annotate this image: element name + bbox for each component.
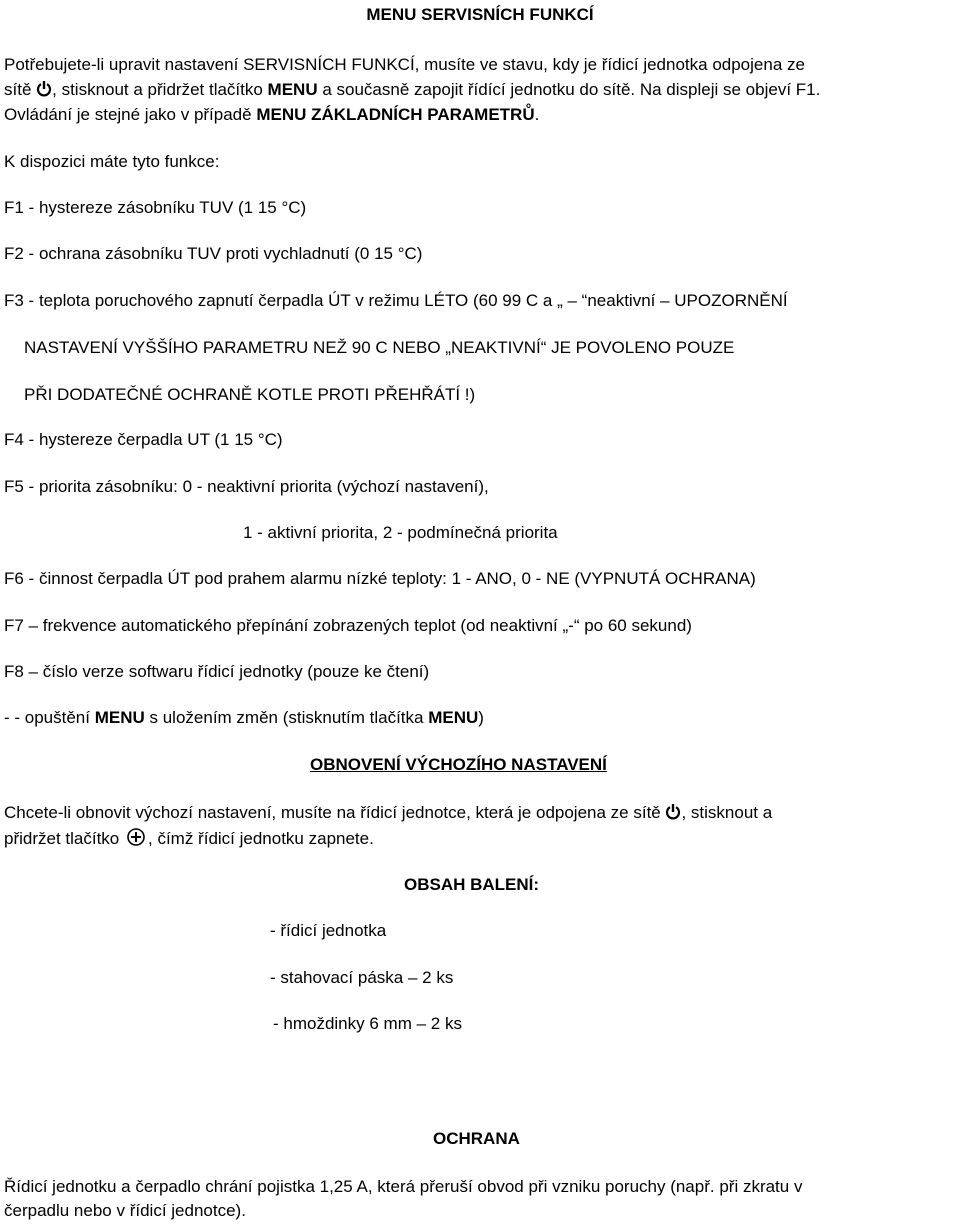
package-item: - hmoždinky 6 mm – 2 ks	[273, 1014, 462, 1033]
intro-line-2	[4, 79, 820, 101]
restore-text: , čímž řídicí jednotku zapnete.	[148, 829, 374, 848]
restore-text: Chcete-li obnovit výchozí nastavení, musíte na řídicí jednotce, která je odpojena ze sítě	[4, 803, 666, 822]
restore-text: , stisknout a	[681, 803, 773, 822]
intro-text: , stisknout a přidržet tlačítko	[52, 80, 268, 99]
exit-text: s uložením změn (stisknutím tlačítka	[144, 708, 429, 727]
plus-circle-icon	[124, 827, 148, 847]
intro-text: sítě	[4, 80, 37, 99]
restore-line-2	[4, 827, 374, 850]
intro-text: .	[534, 105, 540, 124]
package-heading: OBSAH BALENÍ:	[404, 875, 540, 894]
function-f3: F3 - teplota poruchového zapnutí čerpadla ÚT v režimu LÉTO (60 99 C a „ – “neaktivní – UPOZORNĚNÍ	[4, 291, 788, 310]
menu-keyword: MENU	[428, 708, 479, 727]
function-f4: F4 - hystereze čerpadla UT (1 15 °C)	[4, 430, 283, 449]
intro-line-3	[4, 104, 539, 126]
function-f1: F1 - hystereze zásobníku TUV (1 15 °C)	[4, 198, 307, 217]
function-f3-warning-end: PŘI DODATEČNÉ OCHRANĚ KOTLE PROTI PŘEHŘÁTÍ !)	[24, 385, 476, 404]
menu-keyword: MENU	[94, 708, 145, 727]
intro-text: a současně zapojit řídící jednotku do sítě. Na displeji se objeví F1.	[317, 80, 821, 99]
power-icon	[665, 803, 681, 821]
restore-text: přidržet tlačítko	[4, 829, 124, 848]
package-item: - stahovací páska – 2 ks	[270, 968, 454, 987]
protection-heading: OCHRANA	[433, 1129, 520, 1148]
restore-line-1	[4, 802, 772, 824]
function-f6: F6 - činnost čerpadla ÚT pod prahem alarmu nízké teploty: 1 - ANO, 0 - NE (VYPNUTÁ OCHRANA)	[4, 569, 756, 588]
package-item: - řídicí jednotka	[270, 921, 387, 940]
function-f5-options: 1 - aktivní priorita, 2 - podmínečná priorita	[243, 523, 558, 542]
available-functions-label: K dispozici máte tyto funkce:	[4, 152, 220, 171]
function-f5: F5 - priorita zásobníku: 0 - neaktivní priorita (výchozí nastavení),	[4, 477, 489, 496]
exit-text: - - opuštění	[4, 708, 95, 727]
protection-line-2: čerpadlu nebo v řídicí jednotce).	[4, 1201, 246, 1220]
function-f7: F7 – frekvence automatického přepínání zobrazených teplot (od neaktivní „-“ po 60 sekund)	[4, 616, 692, 635]
page-title: MENU SERVISNÍCH FUNKCÍ	[366, 5, 594, 24]
exit-text: )	[478, 708, 484, 727]
intro-text: Ovládání je stejné jako v případě	[4, 105, 257, 124]
function-exit	[4, 707, 484, 729]
function-f8: F8 – číslo verze softwaru řídicí jednotky (pouze ke čtení)	[4, 662, 430, 681]
power-icon	[36, 80, 52, 98]
function-f3-warning: NASTAVENÍ VYŠŠÍHO PARAMETRU NEŽ 90 C NEBO „NEAKTIVNÍ“ JE POVOLENO POUZE	[24, 338, 735, 357]
protection-line-1: Řídicí jednotku a čerpadlo chrání pojistka 1,25 A, která přeruší obvod při vzniku poruchy (např. při zkratu v	[4, 1177, 803, 1196]
menu-basic-keyword: MENU ZÁKLADNÍCH PARAMETRŮ	[256, 105, 535, 124]
intro-line-1: Potřebujete-li upravit nastavení SERVISNÍCH FUNKCÍ, musíte ve stavu, kdy je řídicí jednotka odpojena ze	[4, 55, 805, 74]
menu-keyword: MENU	[267, 80, 318, 99]
restore-heading: OBNOVENÍ VÝCHOZÍHO NASTAVENÍ	[310, 755, 607, 774]
function-f2: F2 - ochrana zásobníku TUV proti vychladnutí (0 15 °C)	[4, 244, 423, 263]
